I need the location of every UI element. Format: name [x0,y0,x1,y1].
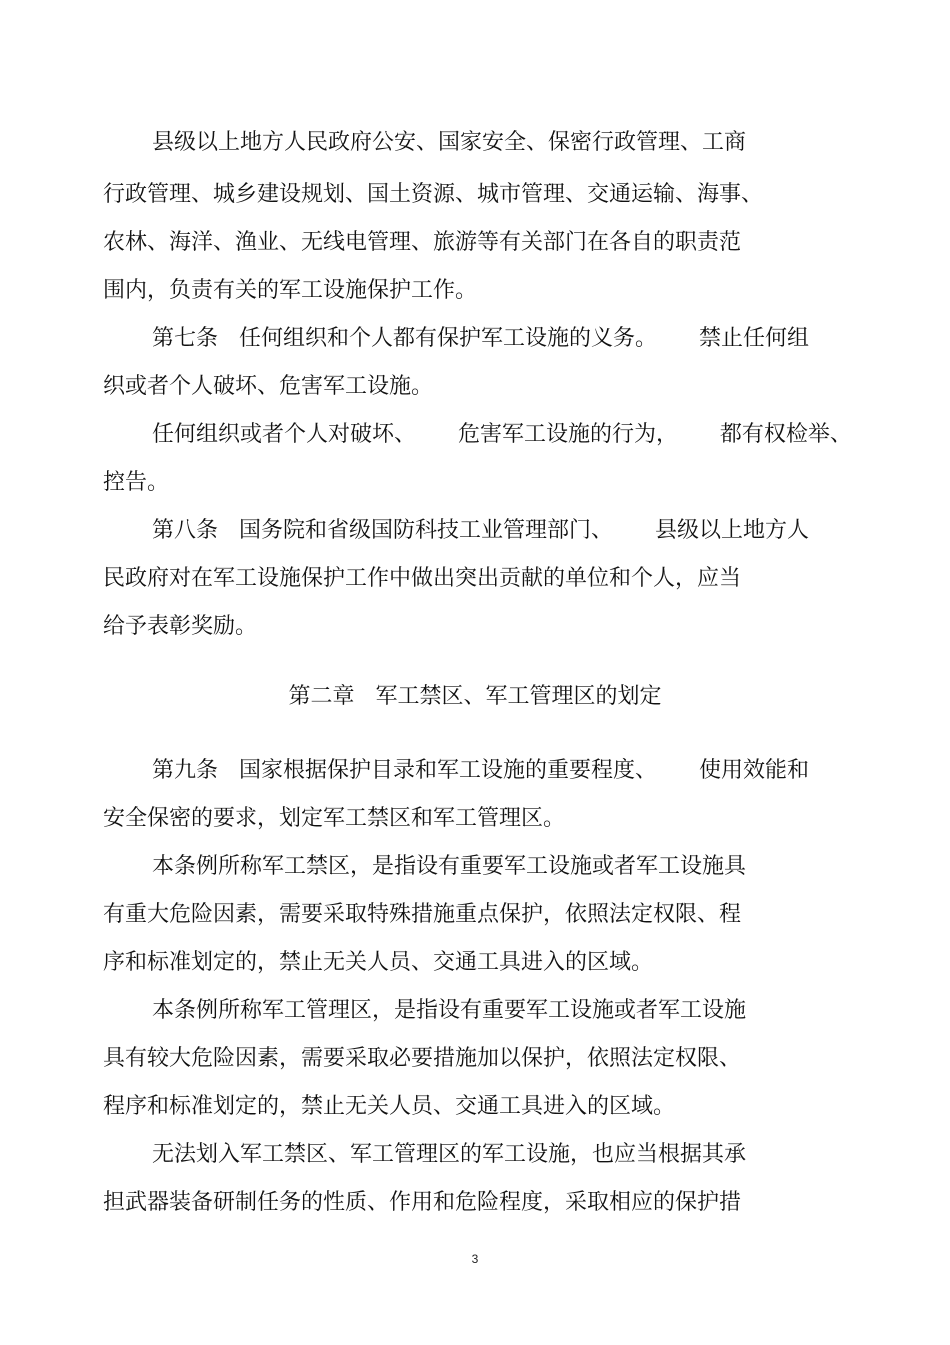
paragraph-line: 民政府对在军工设施保护工作中做出突出贡献的单位和个人，应当 [103,566,742,591]
chapter-heading: 第二章 军工禁区、军工管理区的划定 [288,684,662,709]
paragraph-line: 县级以上地方人民政府公安、国家安全、保密行政管理、工商 [152,130,747,155]
paragraph-line: 任何组织或者个人对破坏、 危害军工设施的行为， 都有权检举、 [152,422,852,447]
paragraph-line: 本条例所称军工管理区，是指设有重要军工设施或者军工设施 [152,998,747,1023]
paragraph-line: 农林、海洋、渔业、无线电管理、旅游等有关部门在各自的职责范 [103,230,742,255]
paragraph-line: 行政管理、城乡建设规划、国土资源、城市管理、交通运输、海事、 [103,182,764,207]
paragraph-line: 围内，负责有关的军工设施保护工作。 [103,278,478,303]
paragraph-line: 给予表彰奖励。 [103,614,258,639]
paragraph-line: 本条例所称军工禁区，是指设有重要军工设施或者军工设施具 [152,854,747,879]
paragraph-line: 序和标准划定的，禁止无关人员、交通工具进入的区域。 [103,950,654,975]
paragraph-line: 安全保密的要求，划定军工禁区和军工管理区。 [103,806,566,831]
article-8-line: 第八条 国务院和省级国防科技工业管理部门、 县级以上地方人 [152,518,809,543]
paragraph-line: 控告。 [103,470,170,495]
paragraph-line: 担武器装备研制任务的性质、作用和危险程度，采取相应的保护措 [103,1190,742,1215]
page-number: 3 [471,1252,479,1266]
paragraph-line: 织或者个人破坏、危害军工设施。 [103,374,434,399]
paragraph-line: 具有较大危险因素，需要采取必要措施加以保护，依照法定权限、 [103,1046,742,1071]
article-7-line: 第七条 任何组织和个人都有保护军工设施的义务。 禁止任何组 [152,326,809,351]
article-9-line: 第九条 国家根据保护目录和军工设施的重要程度、 使用效能和 [152,758,809,783]
paragraph-line: 程序和标准划定的，禁止无关人员、交通工具进入的区域。 [103,1094,676,1119]
paragraph-line: 有重大危险因素，需要采取特殊措施重点保护，依照法定权限、程 [103,902,742,927]
paragraph-line: 无法划入军工禁区、军工管理区的军工设施，也应当根据其承 [152,1142,747,1167]
